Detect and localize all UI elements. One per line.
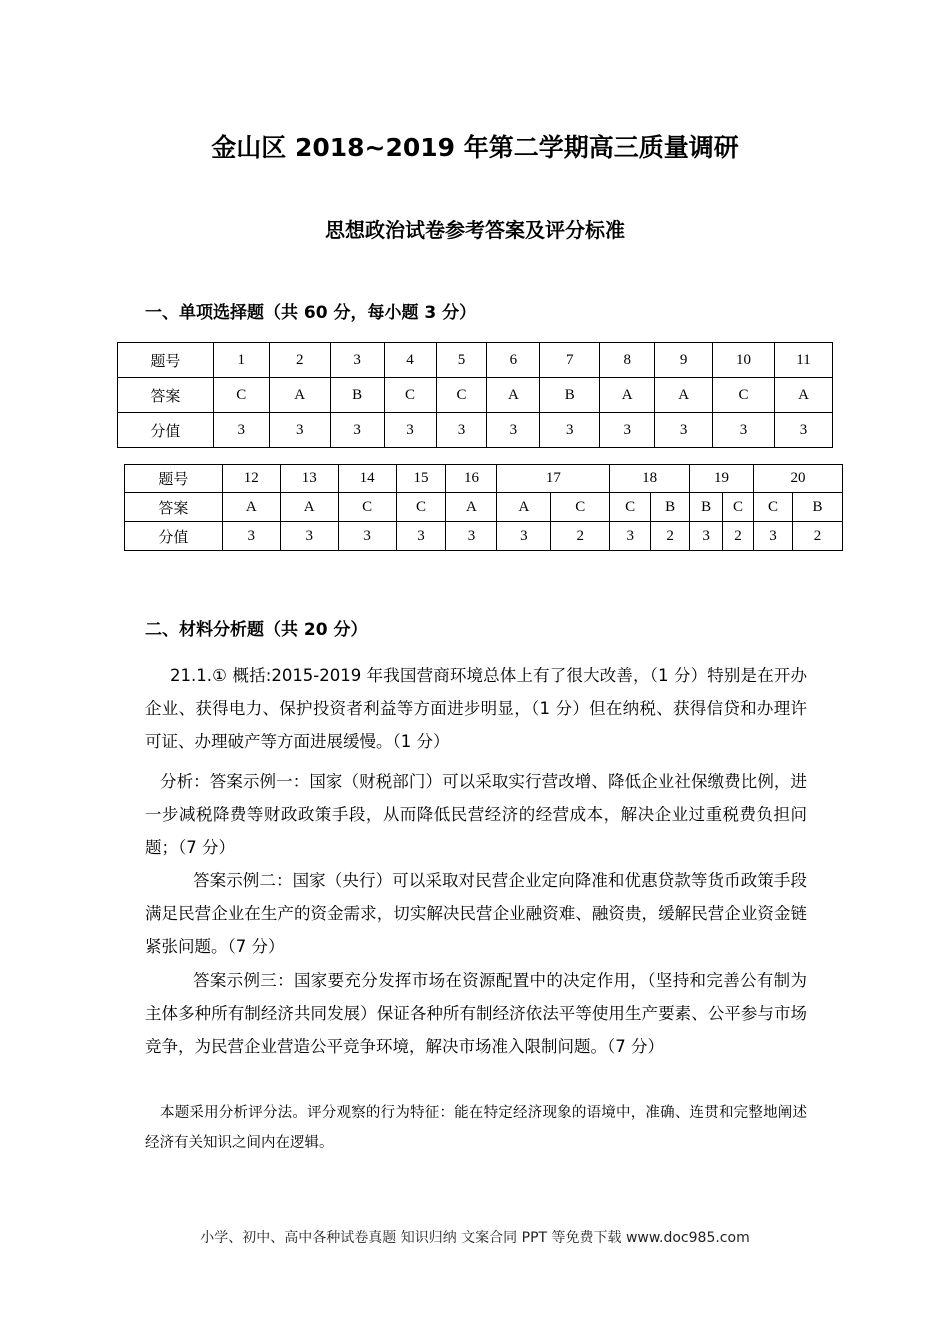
table-cell: 16	[446, 465, 497, 493]
table-cell: 3	[446, 522, 497, 551]
table-cell: A	[222, 493, 280, 522]
table-cell: 9	[655, 343, 713, 378]
table-cell: C	[396, 493, 446, 522]
table-cell: 3	[269, 413, 330, 448]
table-cell: 答案	[125, 493, 223, 522]
table-cell: C	[551, 493, 610, 522]
table-cell: 2	[651, 522, 690, 551]
table-cell: 11	[774, 343, 832, 378]
table-cell: 3	[540, 413, 600, 448]
section-heading-1: 一、单项选择题（共 60 分，每小题 3 分）	[145, 303, 477, 323]
table-cell: 15	[396, 465, 446, 493]
table-cell: 7	[540, 343, 600, 378]
table-cell: B	[330, 378, 384, 413]
table-cell: 3	[330, 343, 384, 378]
table-cell: 6	[487, 343, 540, 378]
table-cell: 5	[436, 343, 487, 378]
table-cell: 3	[600, 413, 655, 448]
table-cell: 3	[497, 522, 551, 551]
table-cell: 答案	[118, 378, 214, 413]
table-cell: A	[446, 493, 497, 522]
table-cell: 3	[338, 522, 396, 551]
table-cell: 8	[600, 343, 655, 378]
section-heading-2: 二、材料分析题（共 20 分）	[145, 620, 368, 640]
table-cell: 13	[280, 465, 338, 493]
table-cell: 3	[487, 413, 540, 448]
table-cell: 3	[330, 413, 384, 448]
table-cell: 20	[754, 465, 843, 493]
table-cell: 3	[774, 413, 832, 448]
table-cell: 2	[723, 522, 754, 551]
table-cell: C	[723, 493, 754, 522]
table-cell: 3	[213, 413, 269, 448]
table-cell: 1	[213, 343, 269, 378]
footer-text: 小学、初中、高中各种试卷真题 知识归纳 文案合同 PPT 等免费下载 www.doc985.com	[200, 1230, 750, 1246]
table-cell: 18	[610, 465, 690, 493]
table-cell: C	[338, 493, 396, 522]
table-cell: 17	[497, 465, 610, 493]
answer-table-1	[117, 342, 833, 448]
document-title: 金山区 2018~2019 年第二学期高三质量调研	[211, 133, 739, 162]
table-cell: 3	[436, 413, 487, 448]
table-cell: 分值	[118, 413, 214, 448]
answer-table-2	[124, 464, 843, 551]
table-cell: 10	[713, 343, 775, 378]
table-cell: C	[213, 378, 269, 413]
table-cell: 3	[690, 522, 723, 551]
document-subtitle: 思想政治试卷参考答案及评分标准	[325, 218, 625, 242]
table-cell: B	[690, 493, 723, 522]
table-cell: A	[487, 378, 540, 413]
table-cell: 3	[384, 413, 436, 448]
grading-note: 本题采用分析评分法。评分观察的行为特征：能在特定经济现象的语境中，准确、连贯和完整地阐述经济有关知识之间内在逻辑。	[145, 1105, 807, 1151]
table-cell: A	[655, 378, 713, 413]
table-cell: 3	[655, 413, 713, 448]
answer-paragraph: 答案示例二：国家（央行）可以采取对民营企业定向降准和优惠贷款等货币政策手段满足民营企业在生产的资金需求，切实解决民营企业融资难、融资贵，缓解民营企业资金链紧张问题。（7 分）	[145, 871, 807, 956]
table-cell: C	[384, 378, 436, 413]
table-cell: 2	[792, 522, 842, 551]
table-cell: 14	[338, 465, 396, 493]
table-cell: A	[280, 493, 338, 522]
table-cell: C	[754, 493, 793, 522]
table-row	[125, 493, 843, 522]
table-cell: B	[651, 493, 690, 522]
table-row	[118, 378, 833, 413]
table-cell: 3	[713, 413, 775, 448]
table-cell: A	[269, 378, 330, 413]
table-row	[125, 522, 843, 551]
answer-paragraph: 答案示例三：国家要充分发挥市场在资源配置中的决定作用，（坚持和完善公有制为主体多种所有制经济共同发展）保证各种所有制经济依法平等使用生产要素、公平参与市场竞争，为民营企业营造公平竞争环境，解决市场准入限制问题。（7 分）	[145, 971, 807, 1056]
table-row	[118, 343, 833, 378]
table-row	[125, 465, 843, 493]
table-cell: B	[540, 378, 600, 413]
table-cell: 3	[396, 522, 446, 551]
table-row	[118, 413, 833, 448]
table-cell: 3	[222, 522, 280, 551]
table-cell: C	[436, 378, 487, 413]
table-cell: A	[774, 378, 832, 413]
table-cell: 12	[222, 465, 280, 493]
table-cell: B	[792, 493, 842, 522]
table-cell: C	[713, 378, 775, 413]
table-cell: 2	[551, 522, 610, 551]
table-cell: 19	[690, 465, 754, 493]
table-cell: 4	[384, 343, 436, 378]
table-cell: 3	[754, 522, 793, 551]
table-cell: 3	[610, 522, 651, 551]
table-cell: 分值	[125, 522, 223, 551]
answer-paragraph: 21.1.① 概括:2015-2019 年我国营商环境总体上有了很大改善，（1 分）特别是在开办企业、获得电力、保护投资者利益等方面进步明显，（1 分）但在纳税、获得信贷和办理许可证、办理破产等方面进展缓慢。（1 分）	[145, 666, 807, 751]
table-cell: 题号	[125, 465, 223, 493]
answer-paragraph: 分析：答案示例一：国家（财税部门）可以采取实行营改增、降低企业社保缴费比例，进一步减税降费等财政政策手段，从而降低民营经济的经营成本，解决企业过重税费负担问题；（7 分）	[145, 772, 807, 857]
table-cell: 3	[280, 522, 338, 551]
table-cell: 2	[269, 343, 330, 378]
table-cell: A	[600, 378, 655, 413]
table-cell: A	[497, 493, 551, 522]
table-cell: C	[610, 493, 651, 522]
table-cell: 题号	[118, 343, 214, 378]
